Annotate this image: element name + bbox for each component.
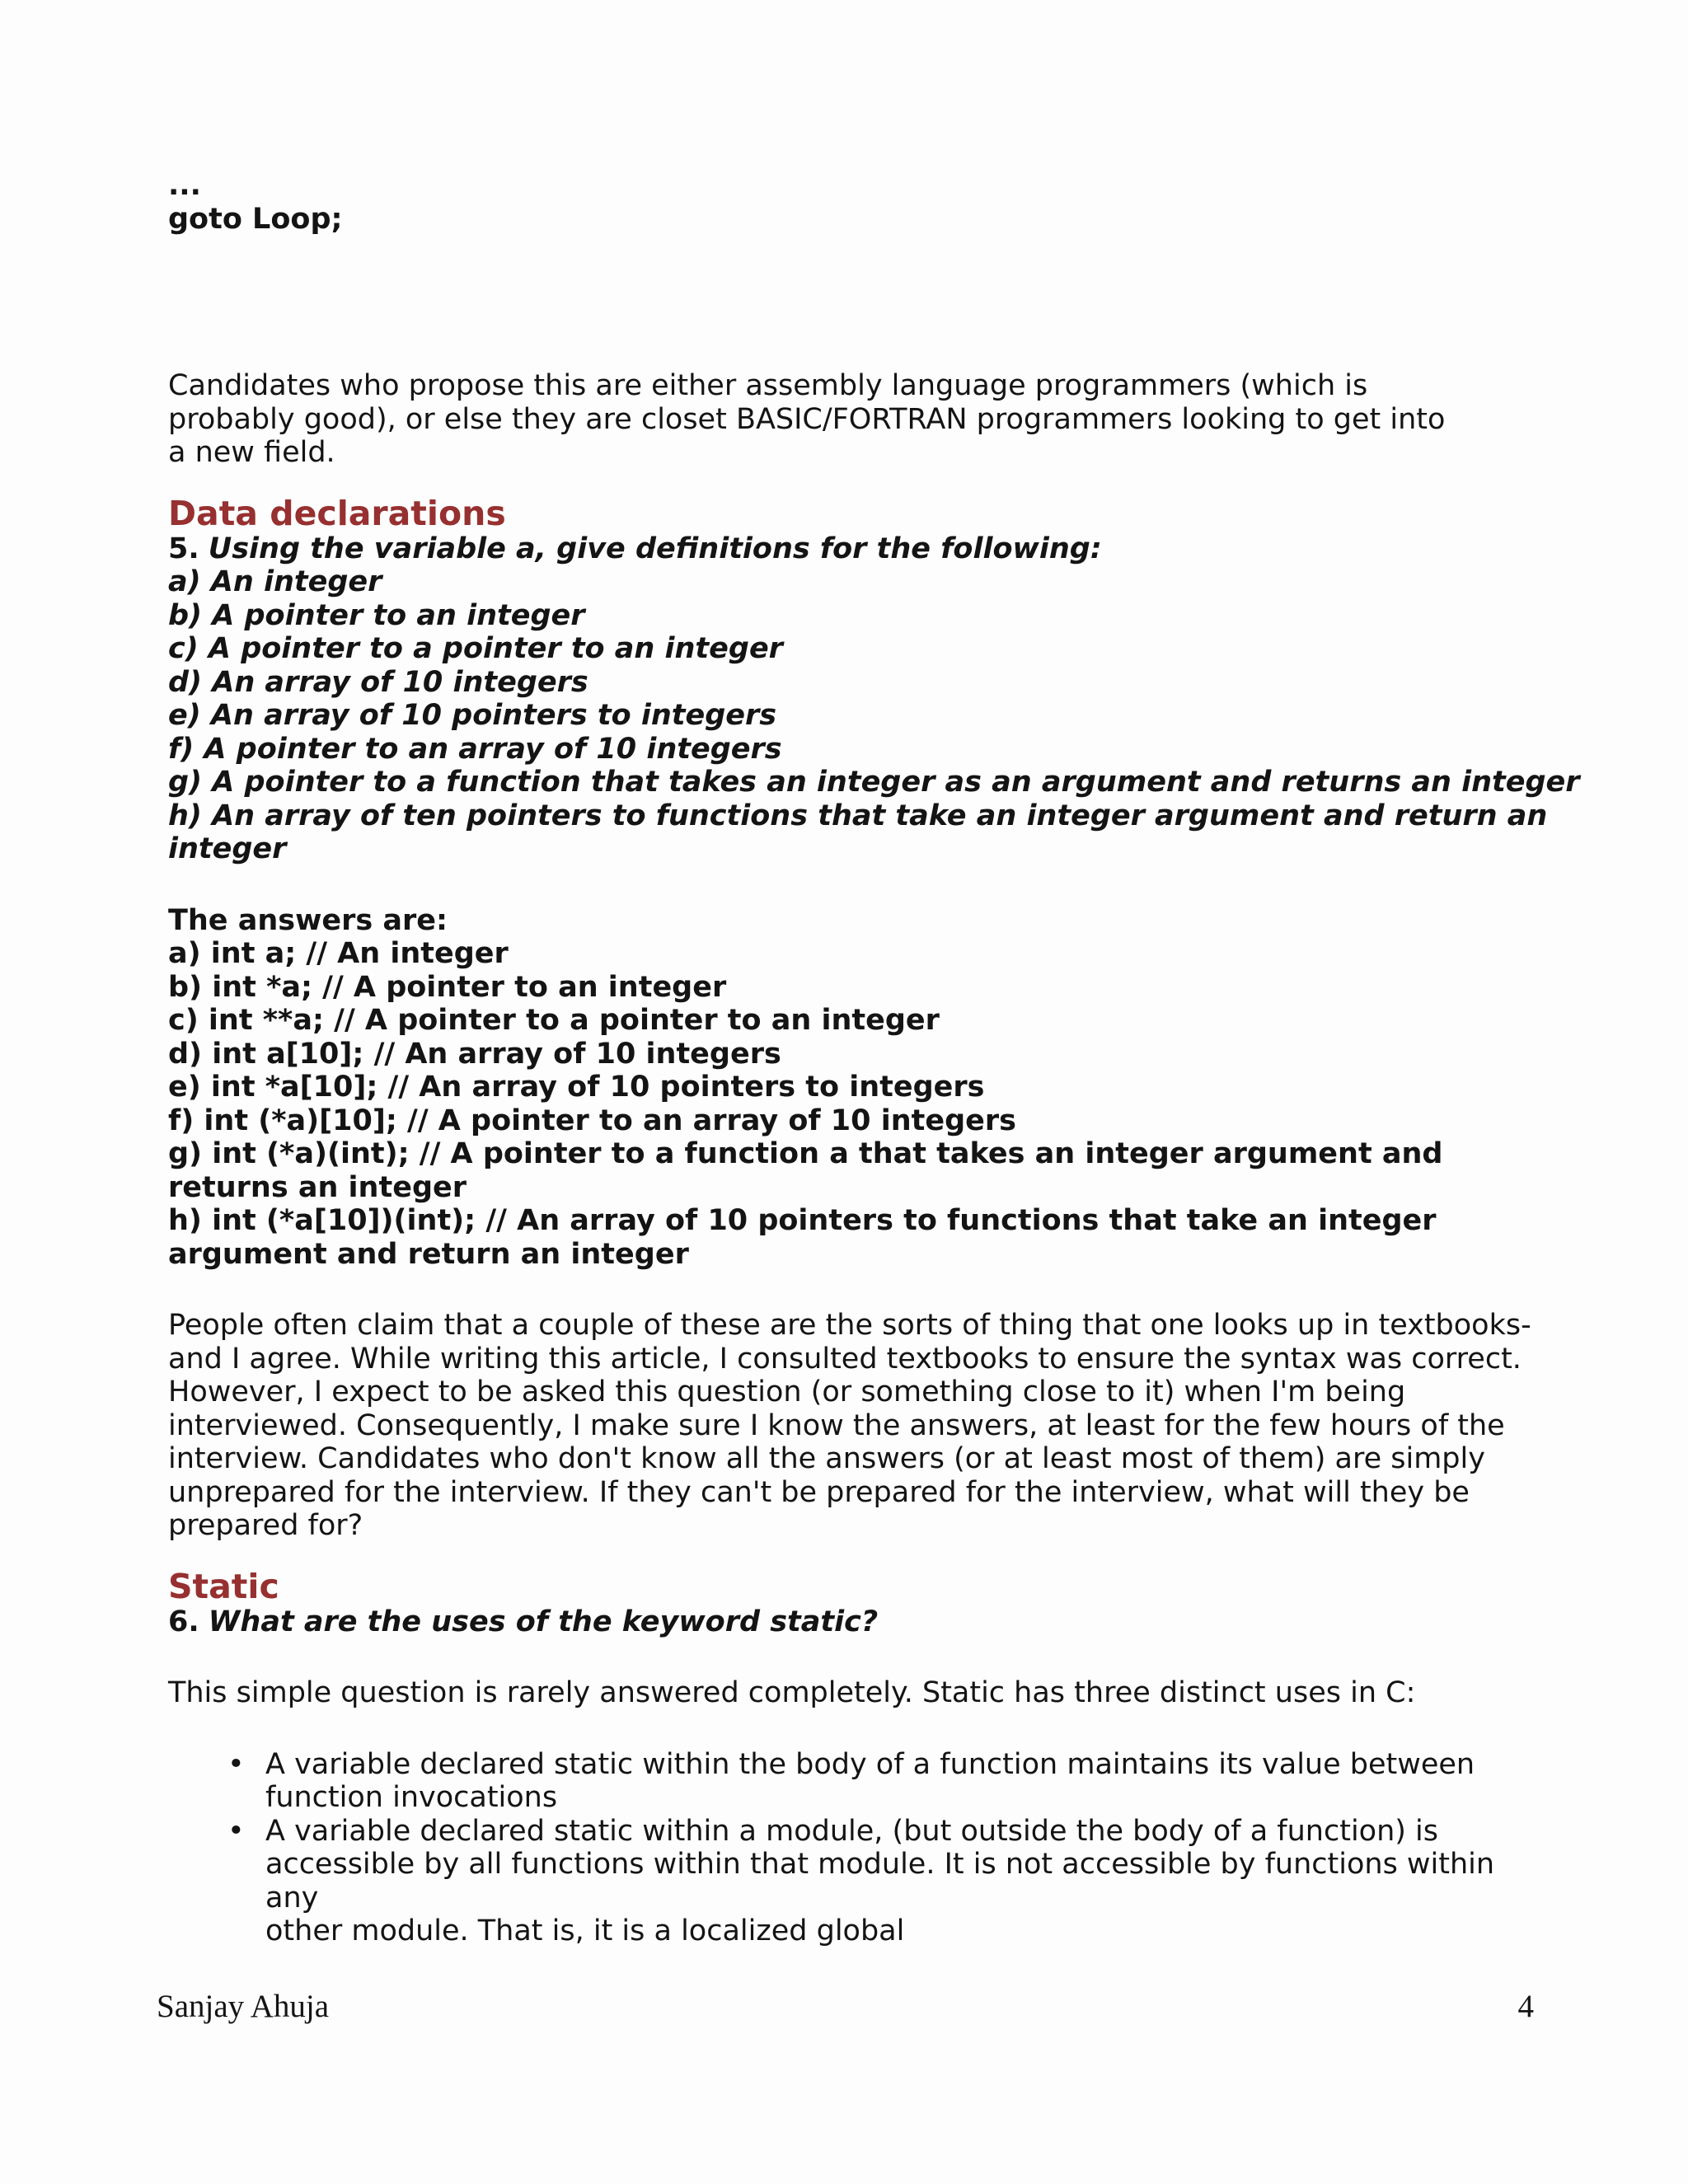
list-item-line: A variable declared static within a module, (but outside the body of a function) is: [265, 1814, 1439, 1848]
section-heading-static: Static: [168, 1566, 279, 1606]
question-item: integer: [168, 832, 287, 865]
list-item-line: A variable declared static within the body of a function maintains its value between: [265, 1747, 1475, 1781]
discussion-line: People often claim that a couple of these are the sorts of thing that one looks up in textbooks-: [168, 1309, 1531, 1342]
answer-line: argument and return an integer: [168, 1237, 689, 1271]
list-item: [168, 1815, 1528, 1948]
answer-line: f) int (*a)[10]; // A pointer to an array of 10 integers: [168, 1104, 1016, 1137]
discussion-line: unprepared for the interview. If they can't be prepared for the interview, what will they be: [168, 1475, 1470, 1509]
question-item: c) A pointer to a pointer to an integer: [168, 632, 783, 665]
discussion-line: interview. Candidates who don't know all the answers (or at least most of them) are simply: [168, 1442, 1485, 1475]
discussion-line: prepared for?: [168, 1509, 363, 1542]
question-item: a) An integer: [168, 565, 382, 598]
code-line: ...: [168, 169, 201, 202]
list-item: [168, 1748, 1528, 1815]
section-heading-data-declarations: Data declarations: [168, 493, 506, 533]
discussion-line: interviewed. Consequently, I make sure I know the answers, at least for the few hours of the: [168, 1408, 1505, 1442]
answers-list: [168, 937, 1528, 1271]
list-item-line: other module. That is, it is a localized global: [265, 1915, 905, 1947]
question-item: d) An array of 10 integers: [168, 665, 588, 699]
footer-page-number: 4: [1517, 1989, 1534, 2024]
bullet-icon: •: [227, 1747, 245, 1781]
question-6: [168, 1605, 1528, 1639]
question-text: What are the uses of the keyword static?: [208, 1605, 879, 1638]
answer-line: d) int a[10]; // An array of 10 integers: [168, 1037, 781, 1071]
code-line: goto Loop;: [168, 202, 343, 236]
answer-line: c) int **a; // A pointer to a pointer to an integer: [168, 1004, 940, 1037]
footer-author: Sanjay Ahuja: [157, 1989, 330, 2024]
code-snippet: [168, 169, 1528, 236]
answer-line: h) int (*a[10])(int); // An array of 10 pointers to functions that take an integer: [168, 1204, 1437, 1237]
discussion-paragraph: [168, 1309, 1531, 1543]
discussion-line: and I agree. While writing this article, I consulted textbooks to ensure the syntax was correct.: [168, 1342, 1522, 1376]
question-item: f) A pointer to an array of 10 integers: [168, 732, 782, 766]
answer-line: g) int (*a)(int); // A pointer to a function a that takes an integer argument and: [168, 1137, 1443, 1170]
answers-title: The answers are:: [168, 903, 448, 937]
question-text: Using the variable a, give definitions for the following:: [208, 532, 1102, 565]
question-5: [168, 532, 1528, 566]
answer-line: b) int *a; // A pointer to an integer: [168, 970, 727, 1004]
bullet-icon: •: [227, 1814, 245, 1848]
static-uses-list: [168, 1748, 1528, 1948]
discussion-line: However, I expect to be asked this question (or something close to it) when I'm being: [168, 1376, 1406, 1408]
document-body: [168, 169, 1580, 1948]
answer-line: a) int a; // An integer: [168, 937, 509, 970]
static-intro: This simple question is rarely answered completely. Static has three distinct uses in C:: [168, 1676, 1416, 1709]
answer-line: e) int *a[10]; // An array of 10 pointers to integers: [168, 1071, 985, 1104]
intro-paragraph: Candidates who propose this are either assembly language programmers (which is probably good), or else they are closet BASIC/FORTRAN programmers looking to get into a new field.: [168, 369, 1446, 469]
question-item: e) An array of 10 pointers to integers: [168, 699, 777, 732]
question-item: h) An array of ten pointers to functions that take an integer argument and return an: [168, 799, 1548, 832]
question-items: [168, 565, 1580, 866]
question-item: b) A pointer to an integer: [168, 598, 585, 632]
list-item-line: accessible by all functions within that module. It is not accessible by functions within any: [265, 1848, 1495, 1915]
question-item: g) A pointer to a function that takes an integer as an argument and returns an integer: [168, 766, 1580, 799]
answer-line: returns an integer: [168, 1170, 467, 1204]
list-item-line: function invocations: [265, 1781, 558, 1814]
question-number: 6.: [168, 1605, 199, 1638]
question-number: 5.: [168, 532, 199, 565]
